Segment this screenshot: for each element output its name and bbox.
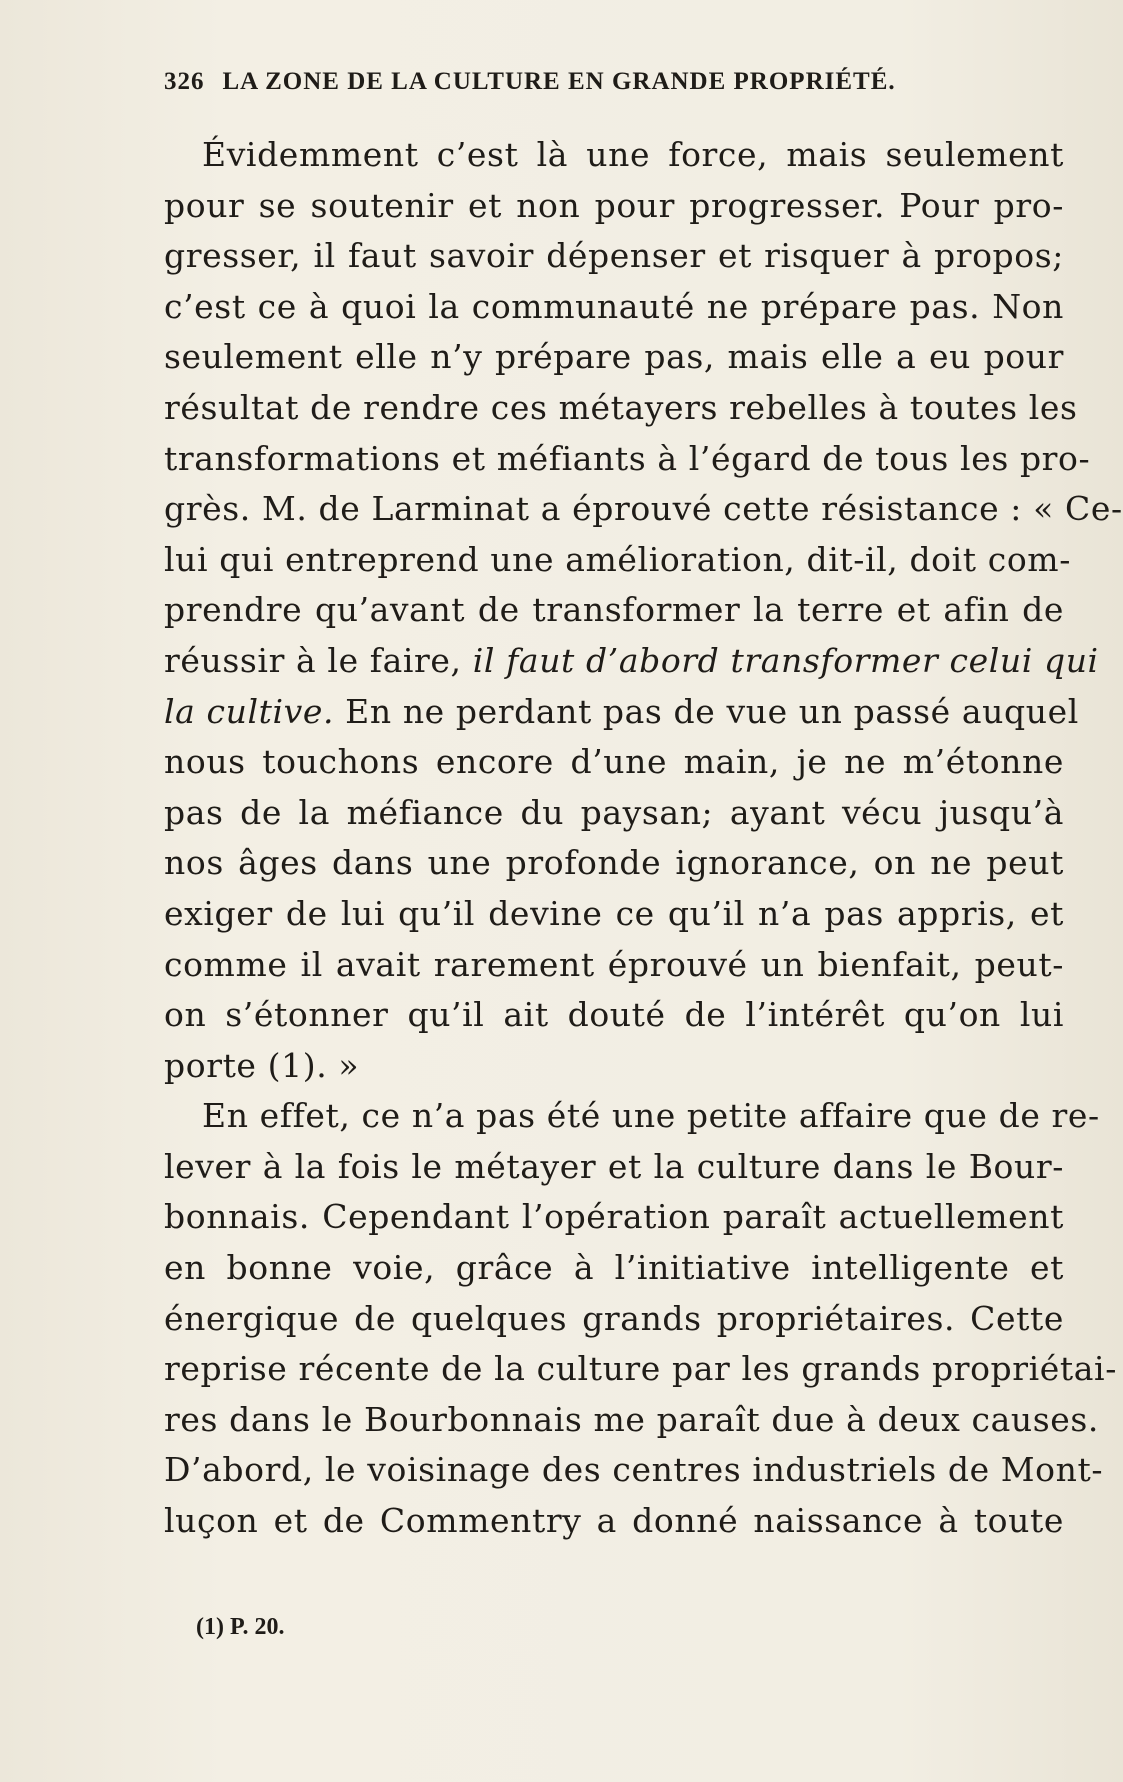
text-line <box>164 737 1064 788</box>
text-line <box>164 383 1078 434</box>
text-line <box>164 990 1064 1041</box>
italic-run: la cultive. <box>164 691 335 731</box>
text-run: grès. M. de Larminat a éprouvé cette résistance : « Ce- <box>164 489 1123 529</box>
text-line <box>164 434 1091 485</box>
text-line <box>164 484 1123 535</box>
text-line <box>164 332 1064 383</box>
text-run: bonnais. Cependant l’opération paraît actuellement <box>164 1197 1064 1237</box>
text-line <box>164 1496 1064 1547</box>
text-line <box>164 282 1064 333</box>
page-number: 326 <box>164 68 205 95</box>
text-run: nous touchons encore d’une main, je ne m’étonne <box>164 742 1064 782</box>
text-run: reprise récente de la culture par les grands propriétai- <box>164 1349 1117 1389</box>
text-run: porte (1). » <box>164 1045 360 1085</box>
text-run: pas de la méfiance du paysan; ayant vécu jusqu’à <box>164 792 1064 832</box>
text-run: nos âges dans une profonde ignorance, on ne peut <box>164 843 1064 883</box>
text-run: res dans le Bourbonnais me paraît due à deux causes. <box>164 1399 1100 1439</box>
text-line <box>164 636 1099 687</box>
text-line <box>164 181 1064 232</box>
text-run: énergique de quelques grands propriétaires. Cette <box>164 1298 1064 1338</box>
text-line <box>164 838 1064 889</box>
text-line <box>164 1445 1104 1496</box>
text-run: résultat de rendre ces métayers rebelles à toutes les <box>164 387 1078 427</box>
text-run: réussir à le faire, <box>164 640 473 680</box>
text-run: gresser, il faut savoir dépenser et risquer à propos; <box>164 236 1064 276</box>
text-run: En ne perdant pas de vue un passé auquel <box>334 691 1079 731</box>
text-line <box>164 889 1064 940</box>
text-line <box>164 1091 1100 1142</box>
text-run: en bonne voie, grâce à l’initiative intelligente et <box>164 1248 1064 1288</box>
text-run: comme il avait rarement éprouvé un bienfait, peut- <box>164 944 1064 984</box>
text-line <box>164 1294 1064 1345</box>
text-run: on s’étonner qu’il ait douté de l’intérêt qu’on lui <box>164 995 1064 1035</box>
text-line <box>164 940 1064 991</box>
text-line <box>164 1192 1064 1243</box>
text-line <box>164 1395 1100 1446</box>
text-line <box>164 231 1064 282</box>
text-run: luçon et de Commentry a donné naissance à toute <box>164 1501 1064 1541</box>
text-line <box>164 687 1079 738</box>
text-run: pour se soutenir et non pour progresser. Pour pro- <box>164 185 1064 225</box>
text-run: seulement elle n’y prépare pas, mais elle a eu pour <box>164 337 1064 377</box>
text-run: lever à la fois le métayer et la culture dans le Bour- <box>164 1146 1064 1186</box>
text-line <box>164 1041 1064 1092</box>
text-run: prendre qu’avant de transformer la terre et afin de <box>164 590 1064 630</box>
text-run: En effet, ce n’a pas été une petite affaire que de re- <box>202 1096 1100 1136</box>
text-run: transformations et méfiants à l’égard de tous les pro- <box>164 438 1091 478</box>
text-line <box>164 1344 1117 1395</box>
text-run: lui qui entreprend une amélioration, dit-il, doit com- <box>164 539 1071 579</box>
body-text <box>164 130 1123 1547</box>
text-run: exiger de lui qu’il devine ce qu’il n’a pas appris, et <box>164 893 1064 933</box>
text-line <box>164 1142 1064 1193</box>
text-line <box>164 535 1071 586</box>
text-line <box>164 585 1064 636</box>
italic-run: il faut d’abord transformer celui qui <box>472 640 1099 680</box>
text-run: c’est ce à quoi la communauté ne prépare pas. Non <box>164 286 1064 326</box>
text-run: D’abord, le voisinage des centres industriels de Mont- <box>164 1450 1104 1490</box>
text-line <box>164 130 1064 181</box>
footnote: (1) P. 20. <box>196 1614 285 1640</box>
text-run: Évidemment c’est là une force, mais seulement <box>202 135 1064 174</box>
running-head <box>164 68 1034 96</box>
running-title: LA ZONE DE LA CULTURE EN GRANDE PROPRIÉTÉ. <box>222 68 896 95</box>
text-line <box>164 1243 1064 1294</box>
text-line <box>164 788 1064 839</box>
